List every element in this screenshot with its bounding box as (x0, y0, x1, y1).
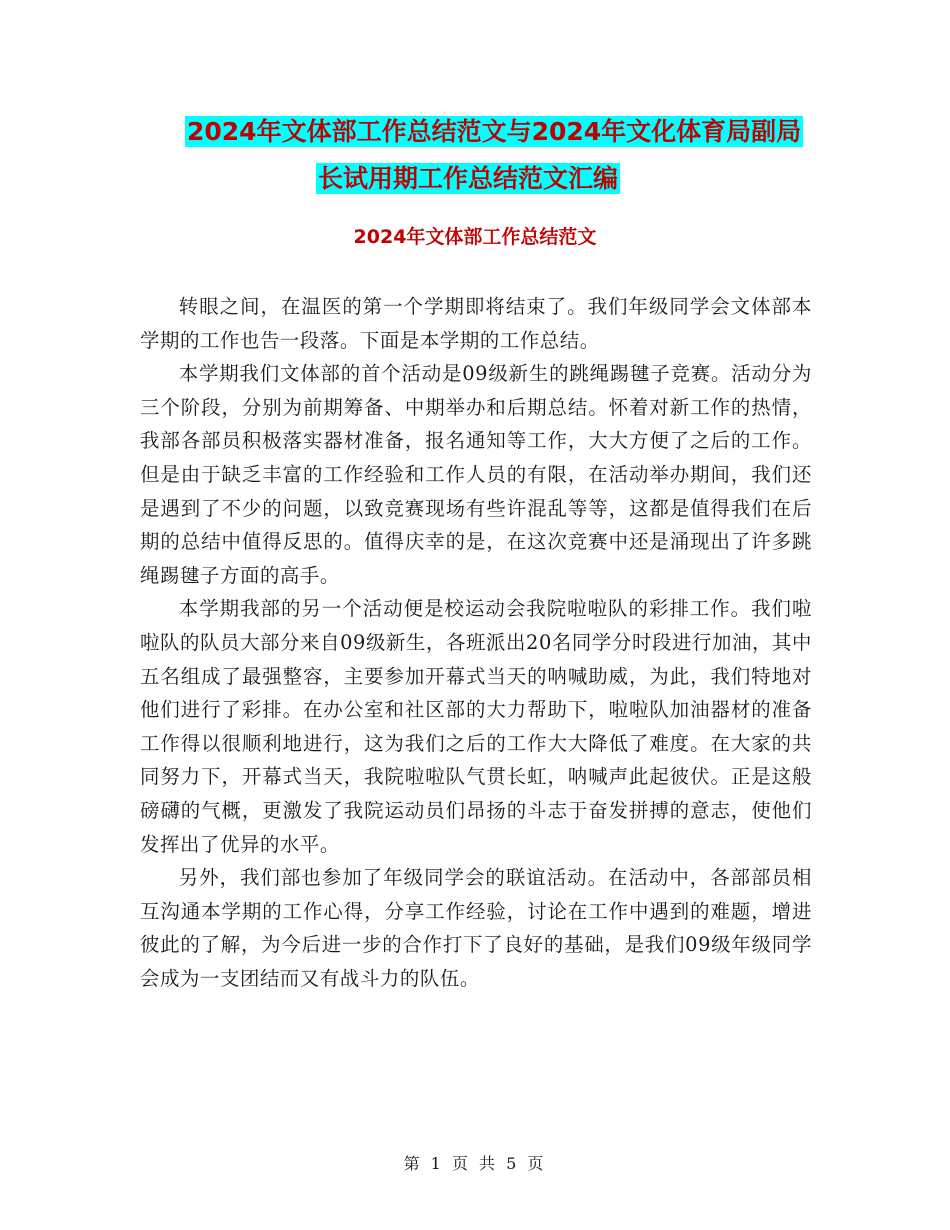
title-highlight-1: 2024年文体部工作总结范文与2024年文化体育局副局 (187, 117, 802, 146)
paragraph: 本学期我部的另一个活动便是校运动会我院啦啦队的彩排工作。我们啦啦队的队员大部分来自09级新生，各班派出20名同学分时段进行加油，其中五名组成了最强整容，主要参加开幕式当天的呐喊助威，为此，我们特地对他们进行了彩排。在办公室和社区部的大力帮助下，啦啦队加油器材的准备工作得以很顺利地进行，这为我们之后的工作大大降低了难度。在大家的共同努力下，开幕式当天，我院啦啦队气贯长虹，呐喊声此起彼伏。正是这般磅礴的气概，更激发了我院运动员们昂扬的斗志于奋发拼搏的意志，使他们发挥出了优异的水平。 (140, 597, 812, 856)
document-title-line-2 (140, 155, 840, 202)
paragraph: 本学期我们文体部的首个活动是09级新生的跳绳踢毽子竞赛。活动分为三个阶段，分别为前期筹备、中期举办和后期总结。怀着对新工作的热情，我部各部员积极落实器材准备，报名通知等工作，大大方便了之后的工作。但是由于缺乏丰富的工作经验和工作人员的有限，在活动举办期间，我们还是遇到了不少的问题，以致竞赛现场有些许混乱等等，这都是值得我们在后期的总结中值得反思的。值得庆幸的是，在这次竞赛中还是涌现出了许多跳绳踢毽子方面的高手。 (140, 362, 812, 587)
paragraph: 另外，我们部也参加了年级同学会的联谊活动。在活动中，各部部员相互沟通本学期的工作心得，分享工作经验，讨论在工作中遇到的难题，增进彼此的了解，为今后进一步的合作打下了良好的基础，是我们09级年级同学会成为一支团结而又有战斗力的队伍。 (140, 866, 812, 990)
document-body (140, 290, 812, 995)
document-title-line-1 (140, 108, 840, 155)
title-highlight-2: 长试用期工作总结范文汇编 (318, 164, 619, 193)
paragraph: 转眼之间，在温医的第一个学期即将结束了。我们年级同学会文体部本学期的工作也告一段落。下面是本学期的工作总结。 (140, 295, 812, 352)
document-title (140, 108, 840, 202)
section-title: 2024年文体部工作总结范文 (353, 226, 597, 248)
page-footer: 第 1 页 共 5 页 (403, 1154, 547, 1173)
